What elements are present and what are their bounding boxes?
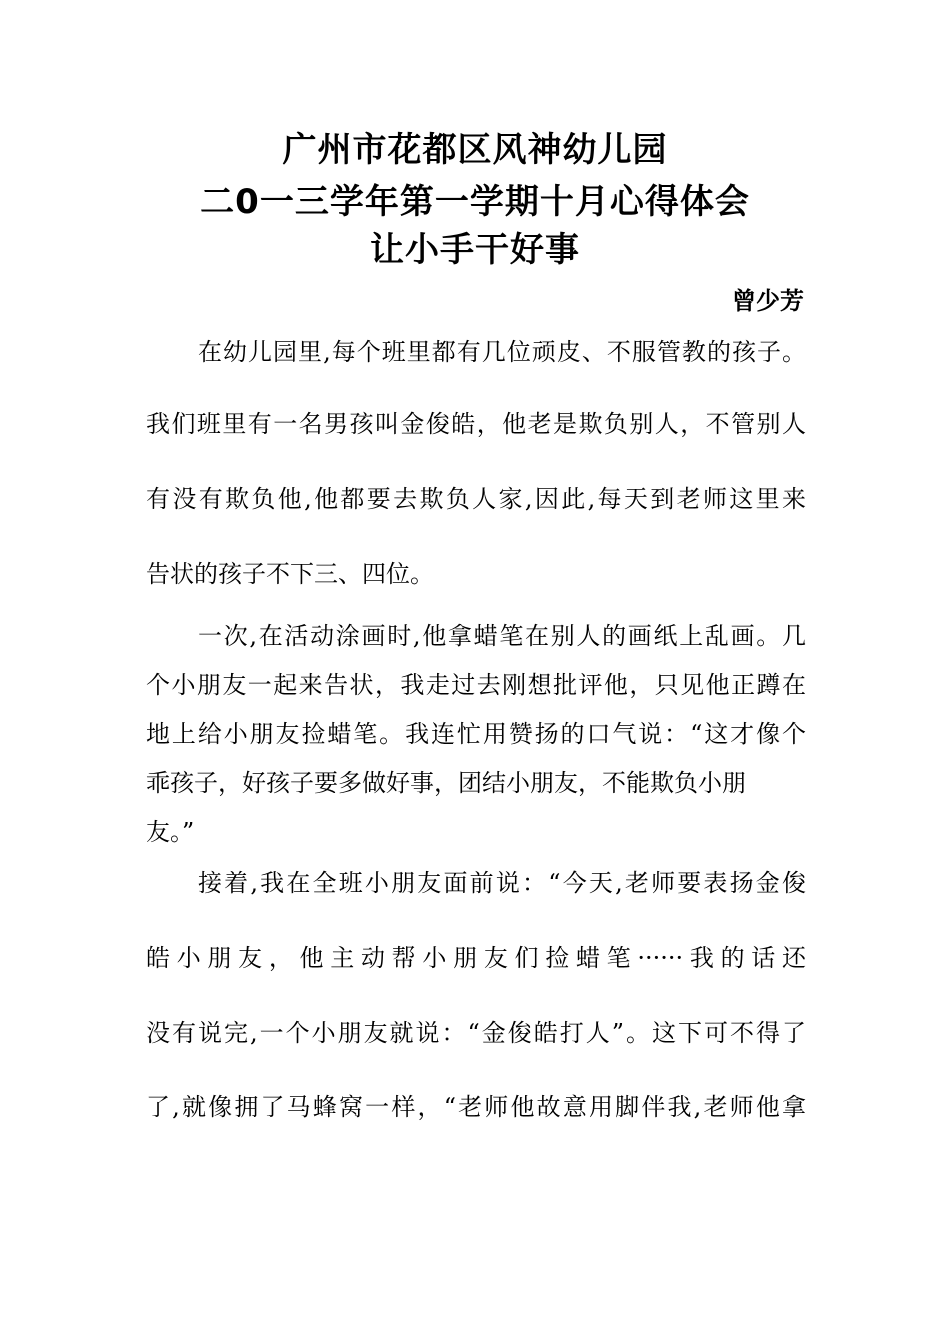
- document-title-term: 二0一三学年第一学期十月心得体会: [200, 182, 750, 222]
- paragraph-1-line-2: 我们班里有一名男孩叫金俊皓，他老是欺负别人，不管别人: [146, 410, 806, 438]
- paragraph-2-line-3: 地上给小朋友捡蜡笔。我连忙用赞扬的口气说：“这才像个: [146, 720, 806, 748]
- paragraph-2-line-5: 友。”: [146, 818, 195, 846]
- paragraph-3-line-2: 皓小朋友，他主动帮小朋友们捡蜡笔······我的话还: [146, 944, 806, 972]
- paragraph-2-line-1: 一次,在活动涂画时,他拿蜡笔在别人的画纸上乱画。几: [198, 622, 806, 650]
- paragraph-1-line-1: 在幼儿园里,每个班里都有几位顽皮、不服管教的孩子。: [198, 338, 806, 366]
- paragraph-3-line-4: 了,就像拥了马蜂窝一样，“老师他故意用脚伴我,老师他拿: [146, 1093, 806, 1121]
- paragraph-2-line-2: 个小朋友一起来告状，我走过去刚想批评他，只见他正蹲在: [146, 671, 806, 699]
- paragraph-3-line-3: 没有说完,一个小朋友就说：“金俊皓打人”。这下可不得了: [146, 1019, 806, 1047]
- paragraph-3-line-1: 接着,我在全班小朋友面前说：“今天,老师要表扬金俊: [198, 869, 806, 897]
- paragraph-2-line-4: 乖孩子，好孩子要多做好事，团结小朋友，不能欺负小朋: [146, 769, 746, 797]
- paragraph-1-line-4: 告状的孩子不下三、四位。: [146, 560, 434, 588]
- paragraph-1-line-3: 有没有欺负他,他都要去欺负人家,因此,每天到老师这里来: [146, 485, 806, 513]
- document-title-school: 广州市花都区风神幼儿园: [282, 130, 668, 170]
- document-title-topic: 让小手干好事: [370, 230, 580, 270]
- author-name: 曾少芳: [732, 287, 804, 315]
